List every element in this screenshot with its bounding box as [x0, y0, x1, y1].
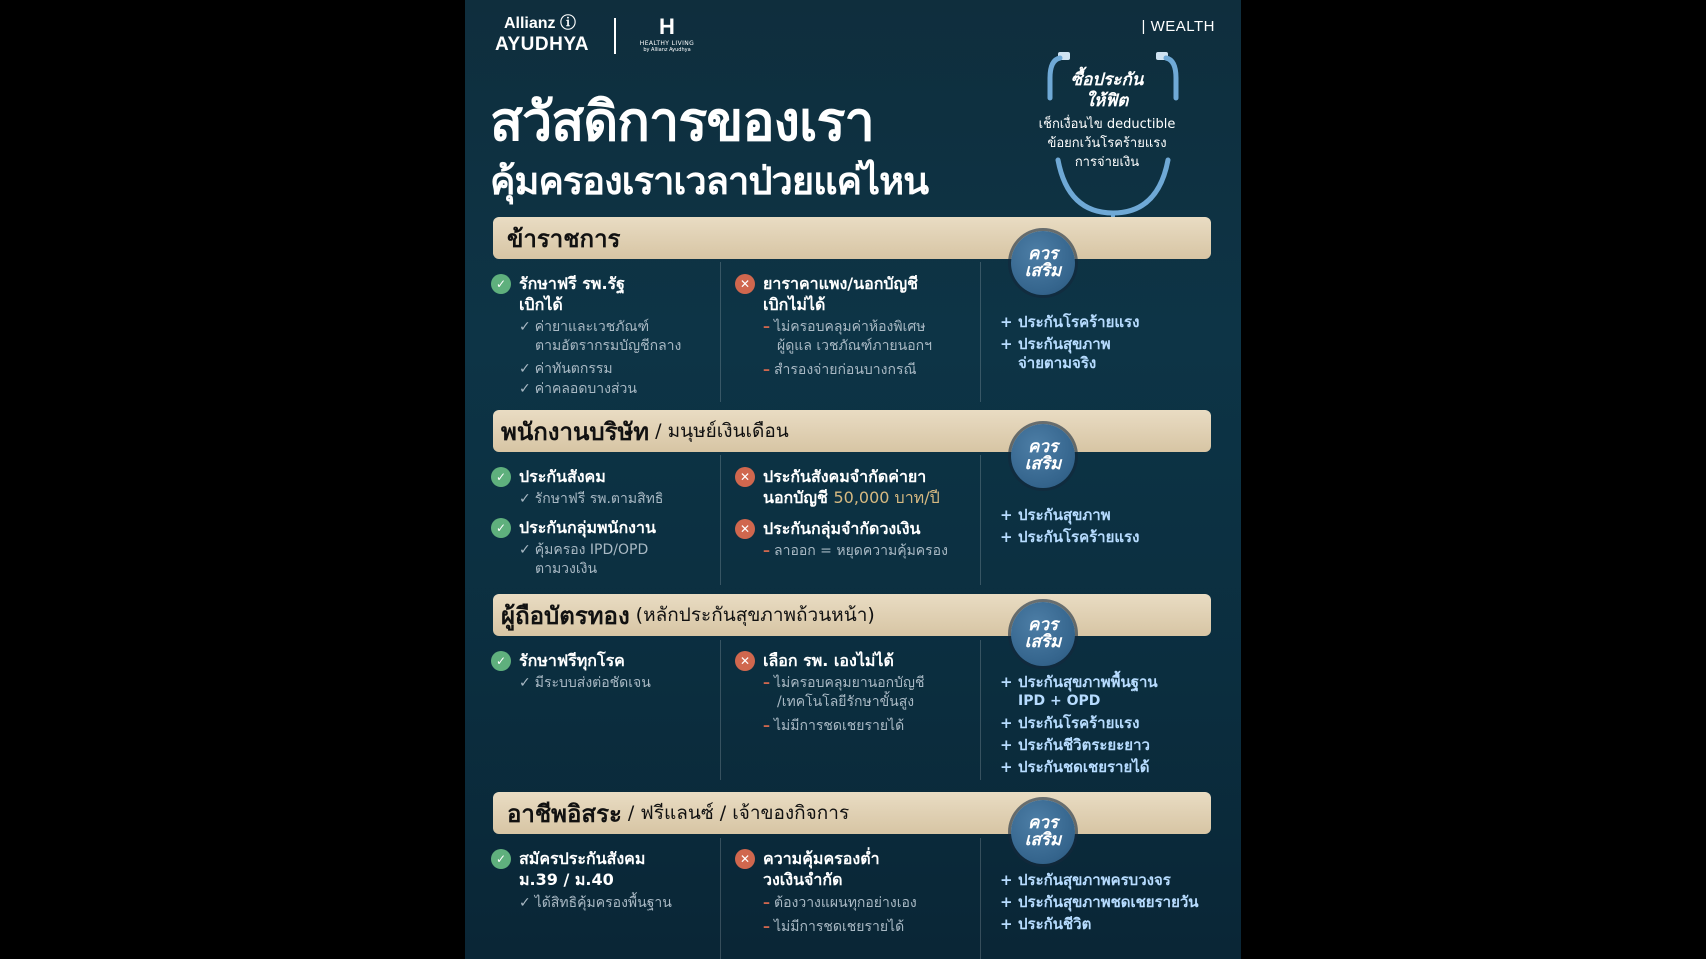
recommend-item: + ประกันสุขภาพชดเชยรายวัน [1000, 893, 1199, 911]
healthy-living-mark: H [659, 14, 675, 39]
pro-heading: ประกันกลุ่มพนักงาน [519, 518, 656, 537]
con-heading: เลือก รพ. เองไม่ได้ [763, 651, 894, 670]
badge-line-2: เสริม [1024, 632, 1062, 652]
cross-circle-icon: ✕ [735, 274, 755, 294]
con-heading: ยาราคาแพง/นอกบัญชี เบิกไม่ได้ [763, 274, 919, 314]
plus-icon: + [1000, 313, 1013, 331]
badge-line-2: เสริม [1024, 830, 1062, 850]
allianz-wordmark: Allianz ⓘ [503, 15, 576, 32]
con-detail: – ต้องวางแผนทุกอย่างเอง [763, 895, 917, 911]
check-circle-icon: ✓ [491, 274, 511, 294]
cross-circle-icon: ✕ [735, 467, 755, 487]
cross-circle-icon: ✕ [735, 849, 755, 869]
badge-line-1: ควร [1027, 615, 1059, 635]
recommend-item: + ประกันสุขภาพครบวงจร [1000, 871, 1171, 889]
recommend-item: + ประกันโรคร้ายแรง [1000, 313, 1140, 331]
con-detail: – สำรองจ่ายก่อนบางกรณี [763, 362, 917, 378]
section-banner-civil-servant [493, 217, 1211, 259]
cross-circle-icon: ✕ [735, 519, 755, 539]
pro-detail: ✓ มีระบบส่งต่อชัดเจน [519, 675, 651, 691]
con-heading: ความคุ้มครองต่ำ วงเงินจำกัด [763, 849, 880, 889]
section-title: พนักงานบริษัท [501, 417, 650, 446]
recommend-item: + ประกันสุขภาพ [1000, 506, 1111, 524]
page-subtitle: คุ้มครองเราเวลาป่วยแค่ไหน [490, 159, 929, 203]
check-circle-icon: ✓ [491, 849, 511, 869]
plus-icon: + [1000, 736, 1013, 754]
plus-icon: + [1000, 871, 1013, 889]
recommend-item: + ประกันชีวิตระยะยาว [1000, 736, 1150, 754]
recommend-list [1000, 506, 1230, 547]
cross-circle-icon: ✕ [735, 651, 755, 671]
healthy-living-text: HEALTHY LIVING [639, 40, 695, 47]
logo-divider [614, 18, 616, 54]
note-line-2: ข้อยกเว้นโรคร้ายแรง [1047, 136, 1167, 151]
recommend-badge [1011, 231, 1075, 295]
section-banner-freelance [493, 792, 1211, 834]
pro-detail: ✓ คุ้มครอง IPD/OPD [519, 542, 649, 558]
check-circle-icon: ✓ [491, 651, 511, 671]
recommend-list [1000, 673, 1230, 777]
recommend-item-continued: จ่ายตามจริง [1018, 354, 1097, 372]
recommend-item: + ประกันชีวิต [1000, 915, 1092, 933]
note-heading-2: ให้ฟิต [1085, 91, 1129, 111]
plus-icon: + [1000, 893, 1013, 911]
badge-line-1: ควร [1027, 437, 1059, 457]
recommend-item: + ประกันโรคร้ายแรง [1000, 528, 1140, 546]
con-detail: – ไม่มีการชดเชยรายได้ [763, 919, 905, 935]
section-banner-gold-card [493, 594, 1211, 636]
recommend-badge [1011, 424, 1075, 488]
pro-detail: ✓ ค่ายาและเวชภัณฑ์ [519, 319, 650, 335]
plus-icon: + [1000, 915, 1013, 933]
pro-heading: รักษาฟรี รพ.รัฐ เบิกได้ [519, 274, 625, 314]
plus-icon: + [1000, 528, 1013, 546]
section-banner-employee [493, 410, 1211, 452]
con-detail: ผู้ดูแล เวชภัณฑ์ภายนอกฯ [777, 338, 932, 354]
recommend-list [1000, 871, 1230, 934]
recommend-badge [1011, 800, 1075, 864]
plus-icon: + [1000, 673, 1013, 691]
recommend-item: + ประกันสุขภาพพื้นฐาน [1000, 673, 1158, 691]
infographic-poster [465, 0, 1241, 959]
check-circle-icon: ✓ [491, 518, 511, 538]
pro-heading: ประกันสังคม [519, 467, 606, 486]
healthy-living-logo [627, 16, 707, 53]
con-heading: ประกันกลุ่มจำกัดวงเงิน [763, 519, 921, 538]
pro-detail: ✓ ได้สิทธิคุ้มครองพื้นฐาน [519, 895, 672, 911]
pro-detail: ✓ ค่าคลอดบางส่วน [519, 381, 637, 397]
healthy-living-byline: by Allianz Ayudhya [643, 47, 691, 53]
section-title: ข้าราชการ [507, 224, 621, 253]
plus-icon: + [1000, 714, 1013, 732]
section-title: อาชีพอิสระ [507, 799, 622, 828]
con-detail: – ไม่ครอบคลุมค่าห้องพิเศษ [763, 319, 926, 335]
recommend-item: + ประกันโรคร้ายแรง [1000, 714, 1140, 732]
pro-detail: ✓ ค่าทันตกรรม [519, 361, 613, 377]
pro-detail: ✓ รักษาฟรี รพ.ตามสิทธิ [519, 491, 664, 507]
check-circle-icon: ✓ [491, 467, 511, 487]
badge-line-2: เสริม [1024, 454, 1062, 474]
ayudhya-wordmark: AYUDHYA [495, 34, 589, 55]
recommend-item-continued: IPD + OPD [1018, 693, 1101, 709]
section-title-suffix: (หลักประกันสุขภาพถ้วนหน้า) [635, 604, 875, 626]
con-detail: – ลาออก = หยุดความคุ้มครอง [763, 543, 948, 559]
section-title-suffix: / มนุษย์เงินเดือน [655, 420, 789, 442]
section-title-suffix: / ฟรีแลนซ์ / เจ้าของกิจการ [627, 802, 850, 824]
badge-line-1: ควร [1027, 813, 1059, 833]
note-line-3: การจ่ายเงิน [1074, 155, 1140, 170]
pro-detail: ตามอัตรากรมบัญชีกลาง [535, 338, 682, 354]
pro-heading: สมัครประกันสังคม ม.39 / ม.40 [519, 849, 646, 889]
section-title: ผู้ถือบัตรทอง [501, 601, 630, 630]
con-detail: – ไม่มีการชดเชยรายได้ [763, 718, 905, 734]
recommend-list [1000, 313, 1230, 373]
pro-detail: ตามวงเงิน [535, 561, 598, 577]
recommend-badge [1011, 602, 1075, 666]
pro-heading: รักษาฟรีทุกโรค [519, 651, 625, 670]
note-heading-1: ซื้อประกัน [1070, 70, 1144, 90]
plus-icon: + [1000, 506, 1013, 524]
badge-line-2: เสริม [1024, 261, 1062, 281]
allianz-ayudhya-logo [495, 15, 589, 55]
recommend-item: + ประกันสุขภาพ [1000, 335, 1111, 353]
note-line-1: เช็กเงื่อนไข deductible [1038, 117, 1176, 132]
badge-line-1: ควร [1027, 244, 1059, 264]
page-title: สวัสดิการของเรา [490, 90, 874, 153]
con-detail: – ไม่ครอบคลุมยานอกบัญชี [763, 675, 925, 691]
con-detail: /เทคโนโลยีรักษาขั้นสูง [777, 694, 915, 710]
plus-icon: + [1000, 335, 1013, 353]
stethoscope-note [1032, 70, 1182, 172]
con-heading: ประกันสังคมจำกัดค่ายา นอกบัญชี 50,000 บาท/ปี [763, 467, 940, 507]
plus-icon: + [1000, 758, 1013, 776]
recommend-item: + ประกันชดเชยรายได้ [1000, 758, 1150, 776]
wealth-label: | WEALTH [1141, 18, 1215, 35]
limit-amount: 50,000 บาท/ปี [833, 488, 940, 507]
